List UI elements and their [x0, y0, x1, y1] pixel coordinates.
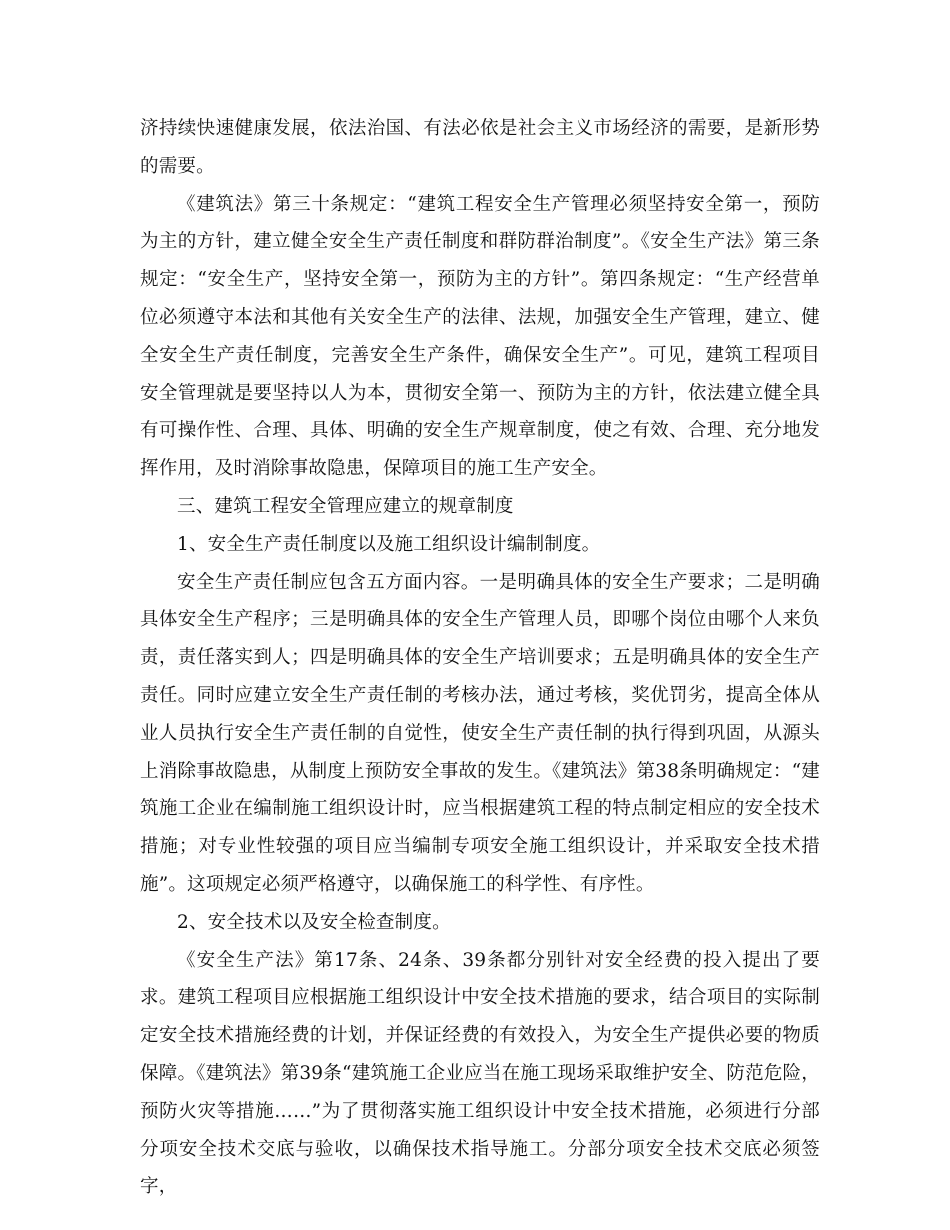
paragraph-continuation: 济持续快速健康发展，依法治国、有法必依是社会主义市场经济的需要，是新形势的需要。 — [140, 118, 820, 177]
section-heading-3: 三、建筑工程安全管理应建立的规章制度 — [177, 495, 514, 517]
subheading-2: 2、安全技术以及安全检查制度。 — [177, 911, 451, 933]
document-body — [140, 110, 820, 1206]
paragraph-responsibility-system: 安全生产责任制应包含五方面内容。一是明确具体的安全生产要求；二是明确具体安全生产程序；三是明确具体的安全生产管理人员，即哪个岗位由哪个人来负责，责任落实到人；四是明确具体的安全生产培训要求；五是明确具体的安全生产责任。同时应建立安全生产责任制的考核办法，通过考核，奖优罚劣，提高全体从业人员执行安全生产责任制的自觉性，使安全生产责任制的执行得到巩固，从源头上消除事故隐患，从制度上预防安全事故的发生。《建筑法》第38条明确规定：“建筑施工企业在编制施工组织设计时，应当根据建筑工程的特点制定相应的安全技术措施；对专业性较强的项目应当编制专项安全施工组织设计，并采取安全技术措施”。这项规定必须严格遵守，以确保施工的科学性、有序性。 — [140, 571, 820, 895]
subheading-1: 1、安全生产责任制度以及施工组织设计编制制度。 — [177, 533, 601, 555]
paragraph-safety-funding: 《安全生产法》第17条、24条、39条都分别针对安全经费的投入提出了要求。建筑工程项目应根据施工组织设计中安全技术措施的要求，结合项目的实际制定安全技术措施经费的计划，并保证经费的有效投入，为安全生产提供必要的物质保障。《建筑法》第39条“建筑施工企业应当在施工现场采取维护安全、防范危险，预防火灾等措施……”为了贯彻落实施工组织设计中安全技术措施，必须进行分部分项安全技术交底与验收，以确保技术指导施工。分部分项安全技术交底必须签字， — [140, 949, 820, 1198]
paragraph-legal-basis: 《建筑法》第三十条规定：“建筑工程安全生产管理必须坚持安全第一，预防为主的方针，建立健全安全生产责任制度和群防群治制度”。《安全生产法》第三条规定：“安全生产，坚持安全第一，预防为主的方针”。第四条规定：“生产经营单位必须遵守本法和其他有关安全生产的法律、法规，加强安全生产管理，建立、健全安全生产责任制度，完善安全生产条件，确保安全生产”。可见，建筑工程项目安全管理就是要坚持以人为本，贯彻安全第一、预防为主的方针，依法建立健全具有可操作性、合理、具体、明确的安全生产规章制度，使之有效、合理、充分地发挥作用，及时消除事故隐患，保障项目的施工生产安全。 — [140, 193, 820, 480]
